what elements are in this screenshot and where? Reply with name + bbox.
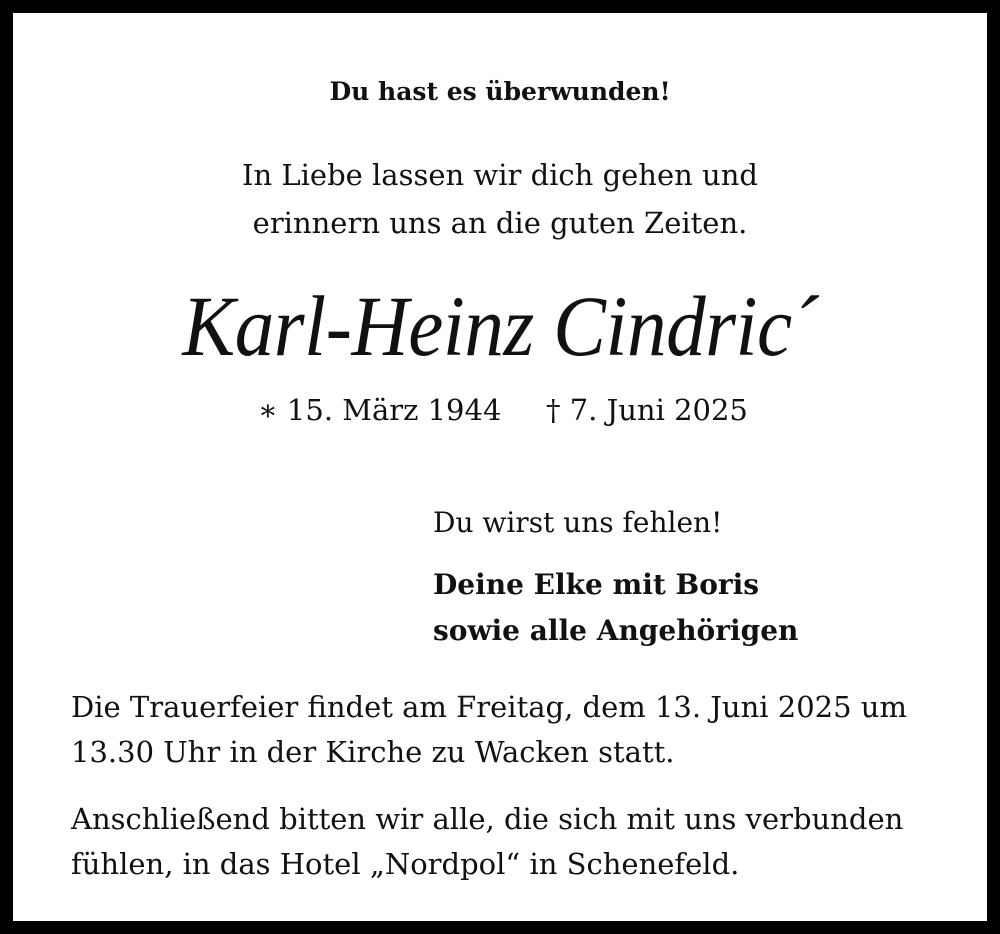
farewell-line: Du wirst uns fehlen! [433, 506, 723, 539]
verse-line-2: erinnern uns an die guten Zeiten. [252, 206, 748, 240]
reception-info-line-1: Anschließend bitten wir alle, die sich mit uns verbunden [71, 802, 904, 836]
birth-date: ∗ 15. März 1944 [258, 393, 502, 427]
funeral-info-line-2: 13.30 Uhr in der Kirche zu Wacken statt. [71, 735, 675, 769]
mourners-line-2: sowie alle Angehörigen [433, 614, 799, 647]
funeral-info [71, 685, 907, 775]
mourners-signature [433, 562, 798, 654]
death-date: † 7. Juni 2025 [546, 393, 748, 427]
deceased-name: Karl-Heinz Cindric´ [182, 278, 818, 374]
verse [13, 151, 987, 247]
verse-line-1: In Liebe lassen wir dich gehen und [242, 158, 758, 192]
mourners-line-1: Deine Elke mit Boris [433, 568, 760, 601]
reception-info [71, 797, 903, 887]
funeral-info-line-1: Die Trauerfeier findet am Freitag, dem 13. Juni 2025 um [71, 690, 907, 724]
headline: Du hast es überwunden! [329, 77, 671, 106]
reception-info-line-2: fühlen, in das Hotel „Nordpol“ in Schenefeld. [71, 847, 740, 881]
